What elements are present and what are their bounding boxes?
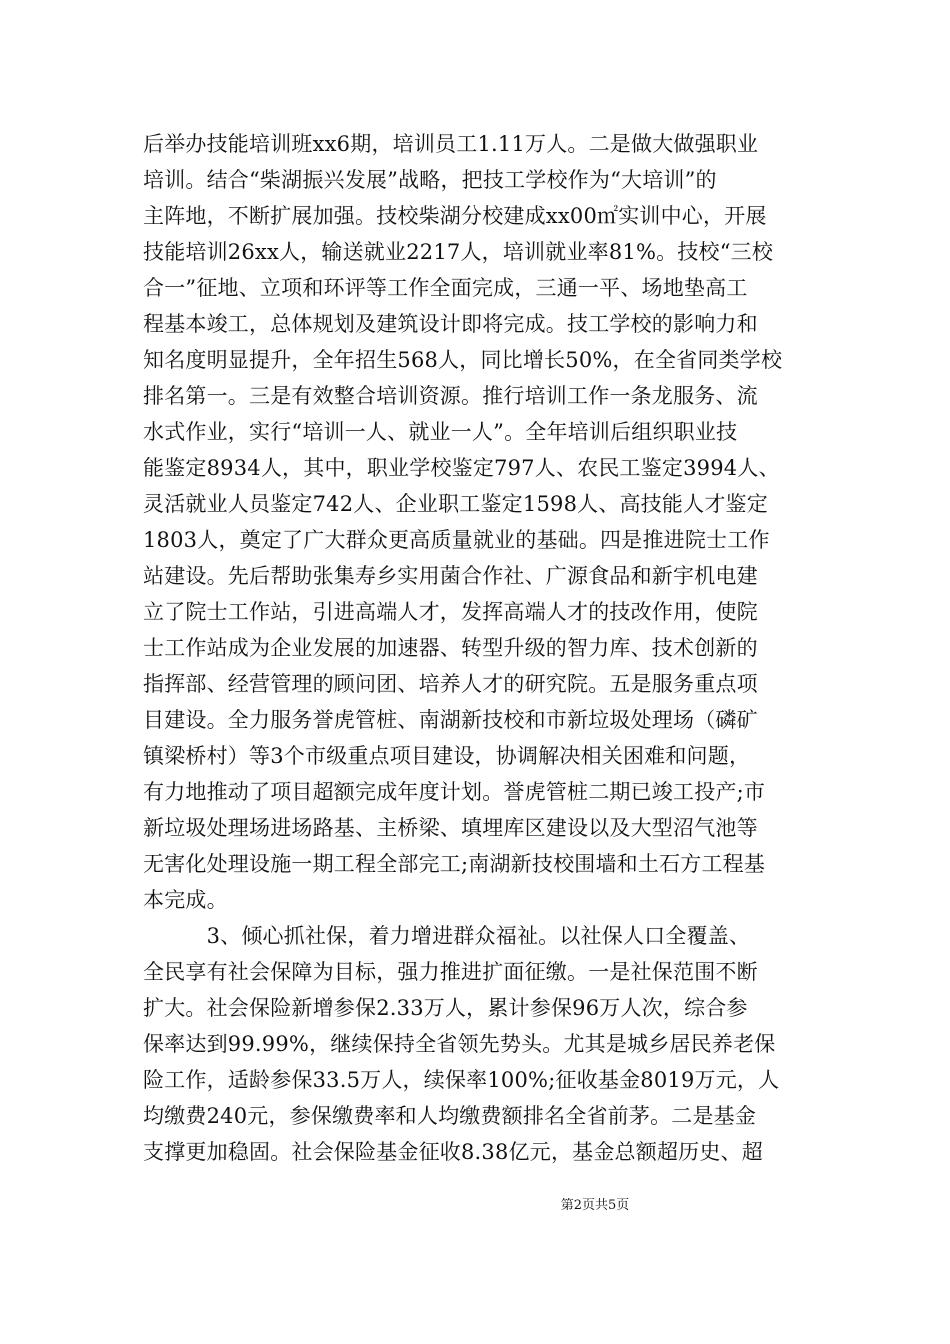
text-line-1: 后举办技能培训班xx6期，培训员工1.11万人。二是做大做强职业: [143, 132, 759, 156]
text-line-27: 险工作，适龄参保33.5万人，续保率100%;征收基金8019万元，人: [143, 1068, 780, 1092]
text-line-20: 新垃圾处理场进场路基、主桥梁、填埋库区建设以及大型沼气池等: [143, 816, 758, 840]
text-line-10: 能鉴定8934人，其中，职业学校鉴定797人、农民工鉴定3994人、: [143, 456, 780, 480]
text-line-8: 排名第一。三是有效整合培训资源。推行培训工作一条龙服务、流: [143, 384, 758, 408]
text-line-22: 本完成。: [143, 888, 228, 912]
text-line-26: 保率达到99.99%，继续保持全省领先势头。尤其是城乡居民养老保: [143, 1032, 776, 1056]
text-line-15: 士工作站成为企业发展的加速器、转型升级的智力库、技术创新的: [143, 636, 758, 660]
text-line-24: 全民享有社会保障为目标，强力推进扩面征缴。一是社保范围不断: [143, 960, 758, 984]
text-line-4: 技能培训26xx人，输送就业2217人，培训就业率81%。技校“三校: [143, 240, 774, 264]
page-number-footer: 第2页共5页: [560, 1198, 630, 1213]
text-line-11: 灵活就业人员鉴定742人、企业职工鉴定1598人、高技能人才鉴定: [143, 492, 768, 516]
text-line-5: 合一”征地、立项和环评等工作全面完成，三通一平、场地垫高工: [143, 276, 748, 300]
text-line-3: 主阵地，不断扩展加强。技校柴湖分校建成xx00㎡实训中心，开展: [143, 204, 767, 228]
text-line-9: 水式作业，实行“培训一人、就业一人”。全年培训后组织职业技: [143, 420, 738, 444]
text-line-18: 镇梁桥村）等3个市级重点项目建设，协调解决相关困难和问题，: [143, 744, 751, 768]
text-line-25: 扩大。社会保险新增参保2.33万人，累计参保96万人次，综合参: [143, 996, 748, 1020]
text-line-17: 目建设。全力服务誉虎管桩、南湖新技校和市新垃圾处理场（磷矿: [143, 708, 758, 732]
text-line-7: 知名度明显提升，全年招生568人，同比增长50%，在全省同类学校: [143, 348, 783, 372]
text-line-19: 有力地推动了项目超额完成年度计划。誉虎管桩二期已竣工投产;市: [143, 780, 766, 804]
text-line-6: 程基本竣工，总体规划及建筑设计即将完成。技工学校的影响力和: [143, 312, 758, 336]
text-line-14: 立了院士工作站，引进高端人才，发挥高端人才的技改作用，使院: [143, 600, 758, 624]
text-line-12: 1803人，奠定了广大群众更高质量就业的基础。四是推进院士工作: [143, 528, 770, 552]
text-line-13: 站建设。先后帮助张集寿乡实用菌合作社、广源食品和新宇机电建: [143, 564, 758, 588]
text-line-23: 3、倾心抓社保，着力增进群众福祉。以社保人口全覆盖、: [143, 924, 751, 948]
text-line-28: 均缴费240元，参保缴费率和人均缴费额排名全省前茅。二是基金: [143, 1104, 757, 1128]
text-line-16: 指挥部、经营管理的顾问团、培养人才的研究院。五是服务重点项: [143, 672, 758, 696]
text-line-29: 支撑更加稳固。社会保险基金征收8.38亿元，基金总额超历史、超: [143, 1140, 763, 1164]
text-line-2: 培训。结合“柴湖振兴发展”战略，把技工学校作为“大培训”的: [143, 168, 717, 192]
text-line-21: 无害化处理设施一期工程全部完工;南湖新技校围墙和土石方工程基: [143, 852, 766, 876]
